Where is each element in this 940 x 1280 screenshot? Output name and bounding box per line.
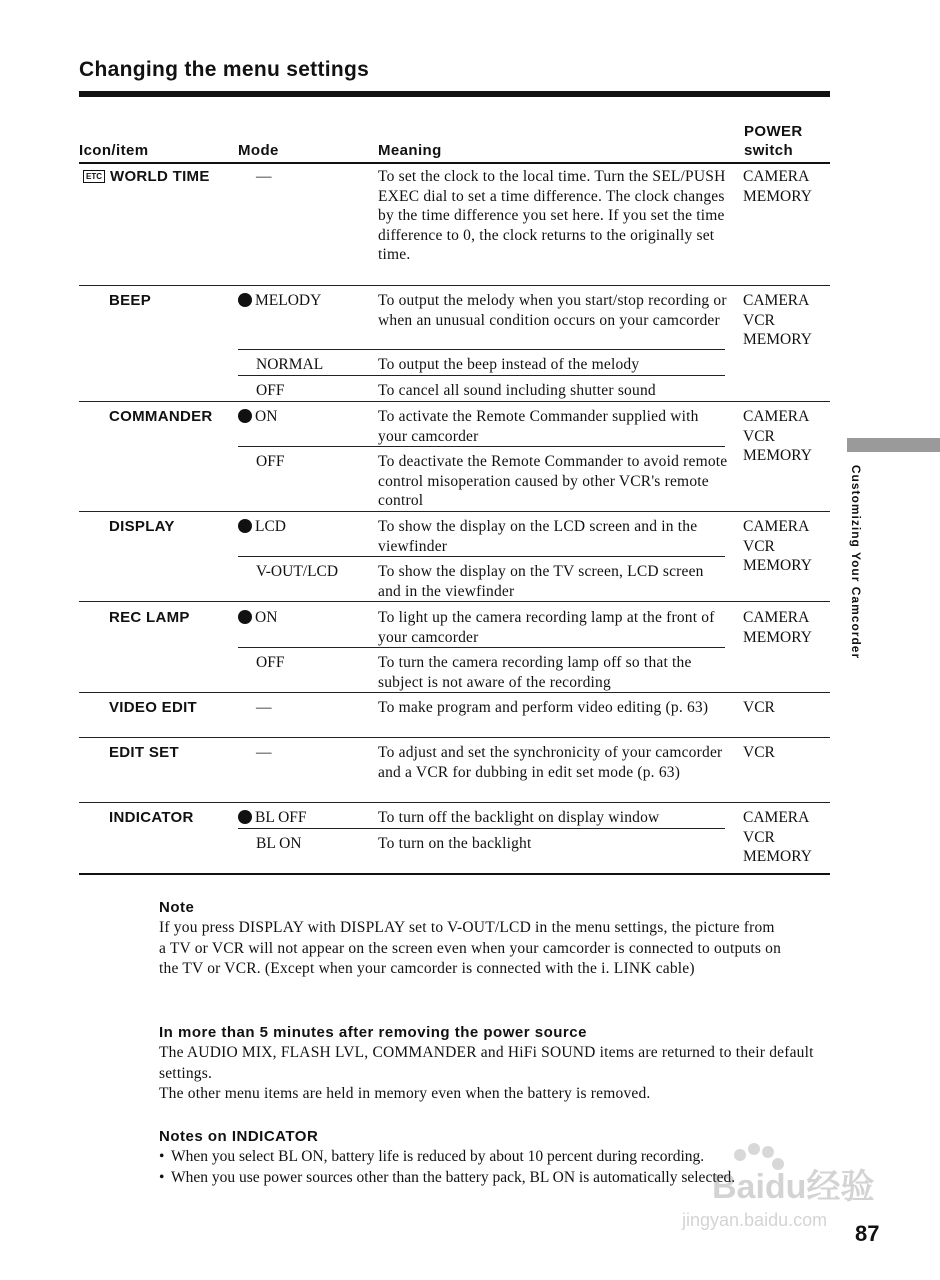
- power-switch-position: CAMERA: [743, 168, 810, 185]
- table-power-switch: [743, 517, 833, 576]
- power-switch-position: VCR: [743, 828, 775, 846]
- table-power-switch: [743, 167, 833, 206]
- power-switch-position: VCR: [743, 427, 775, 445]
- table-meaning: To make program and perform video editing (p. 63): [378, 699, 709, 716]
- table-mode-text: BL ON: [256, 835, 302, 852]
- table-item-label: BEEP: [109, 292, 152, 309]
- table-item-label: INDICATOR: [109, 809, 194, 826]
- column-header-mode: Mode: [238, 142, 279, 159]
- bullet-mark: •: [159, 1148, 165, 1165]
- table-mode: [238, 517, 286, 537]
- note-section: [159, 898, 839, 980]
- table-power-switch: [743, 808, 833, 867]
- table-meaning: To output the melody when you start/stop recording or when an unusual condition occurs on your camcorder: [378, 292, 727, 329]
- power-switch-position: MEMORY: [743, 557, 812, 574]
- table-power-switch: [743, 743, 833, 763]
- row-rule: [79, 401, 830, 402]
- table-power-switch: [743, 291, 833, 350]
- table-mode: [256, 562, 338, 582]
- table-mode: [256, 834, 302, 854]
- sub-row-rule: [238, 828, 725, 829]
- table-mode-text: OFF: [256, 382, 285, 399]
- sub-row-rule: [238, 446, 725, 447]
- sub-row-rule: [238, 349, 725, 350]
- table-power-switch: [743, 698, 833, 718]
- row-rule: [79, 511, 830, 512]
- power-switch-position: CAMERA: [743, 609, 810, 626]
- power-switch-position: MEMORY: [743, 447, 812, 464]
- table-mode: [238, 608, 277, 628]
- table-meaning: To show the display on the TV screen, LCD screen and in the viewfinder: [378, 563, 704, 600]
- row-rule: [79, 601, 830, 602]
- row-rule: [79, 802, 830, 803]
- table-item-label: EDIT SET: [109, 744, 179, 761]
- table-mode-text: —: [256, 699, 272, 716]
- table-meaning: To set the clock to the local time. Turn the SEL/PUSH EXEC dial to set a time difference. The clock changes by the time difference you set here. If you set the time difference to 0, the clock returns to the originally set time.: [378, 168, 726, 263]
- row-rule: [79, 692, 830, 693]
- power-source-heading: In more than 5 minutes after removing the power source: [159, 1024, 587, 1041]
- table-mode: [256, 452, 284, 472]
- table-mode: [256, 167, 272, 187]
- power-switch-position: CAMERA: [743, 518, 810, 535]
- table-mode: [256, 698, 272, 718]
- power-source-section: [159, 1023, 839, 1105]
- default-setting-icon: [238, 293, 252, 307]
- table-power-switch: [743, 407, 833, 466]
- power-switch-position: VCR: [743, 537, 775, 555]
- sub-row-rule: [238, 375, 725, 376]
- etc-icon: ETC: [83, 170, 105, 183]
- power-switch-position: MEMORY: [743, 187, 812, 205]
- power-switch-position: CAMERA: [743, 292, 810, 309]
- table-meaning: To deactivate the Remote Commander to avoid remote control misoperation caused by other VCR's remote control: [378, 453, 728, 509]
- table-mode-text: LCD: [255, 518, 286, 535]
- table-bottom-rule: [79, 873, 830, 875]
- row-rule: [79, 737, 830, 738]
- watermark-logo: [662, 1140, 892, 1230]
- page-title: Changing the menu settings: [79, 58, 370, 81]
- default-setting-icon: [238, 610, 252, 624]
- table-meaning: To output the beep instead of the melody: [378, 356, 640, 373]
- table-meaning: To adjust and set the synchronicity of your camcorder and a VCR for dubbing in edit set mode (p. 63): [378, 744, 723, 781]
- table-mode-text: OFF: [256, 453, 285, 470]
- note-heading: Note: [159, 899, 195, 916]
- note-paragraph: If you press DISPLAY with DISPLAY set to V-OUT/LCD in the menu settings, the picture from a TV or VCR will not appear on the screen even when your camcorder is connected to outputs on the TV or VCR. (Except when your camcorder is connected with the i. LINK cable): [159, 919, 782, 977]
- default-setting-icon: [238, 519, 252, 533]
- table-mode-text: —: [256, 168, 272, 185]
- table-item-label: REC LAMP: [109, 609, 190, 626]
- table-mode-text: BL OFF: [255, 809, 307, 826]
- power-switch-position: VCR: [743, 311, 775, 329]
- table-mode-text: NORMAL: [256, 356, 324, 373]
- default-setting-icon: [238, 810, 252, 824]
- default-setting-icon: [238, 409, 252, 423]
- side-tab-label: [849, 464, 863, 660]
- table-mode: [238, 291, 321, 311]
- table-mode: [256, 743, 272, 763]
- sub-row-rule: [238, 647, 725, 648]
- table-mode: [238, 407, 277, 427]
- power-switch-position: MEMORY: [743, 848, 812, 865]
- table-meaning: To light up the camera recording lamp at the front of your camcorder: [378, 609, 715, 646]
- table-item-label: VIDEO EDIT: [109, 699, 198, 716]
- row-rule: [79, 285, 830, 286]
- watermark-url: jingyan.baidu.com: [682, 1210, 828, 1230]
- table-mode-text: OFF: [256, 654, 285, 671]
- power-switch-position: MEMORY: [743, 628, 812, 646]
- column-header-meaning: Meaning: [378, 142, 442, 159]
- power-switch-position: VCR: [743, 699, 775, 716]
- table-meaning: To turn the camera recording lamp off so that the subject is not aware of the recording: [378, 654, 692, 691]
- page-number: 87: [855, 1221, 880, 1246]
- table-meaning: To cancel all sound including shutter sound: [378, 382, 656, 399]
- column-header-icon-item: Icon/item: [79, 142, 149, 159]
- power-switch-position: VCR: [743, 744, 775, 761]
- table-meaning: To show the display on the LCD screen and in the viewfinder: [378, 518, 698, 555]
- indicator-notes-heading: Notes on INDICATOR: [159, 1128, 319, 1145]
- indicator-bullet-text-1: When you select BL ON, battery life is reduced by about 10 percent during recording.: [171, 1148, 705, 1165]
- side-tab-text: Customizing Your Camcorder: [849, 464, 863, 660]
- table-mode-text: ON: [255, 408, 278, 425]
- power-source-paragraph-1: The AUDIO MIX, FLASH LVL, COMMANDER and HiFi SOUND items are returned to their default settings.: [159, 1044, 814, 1082]
- table-mode-text: ON: [255, 609, 278, 626]
- table-mode-text: —: [256, 744, 272, 761]
- table-item-label: WORLD TIME: [110, 168, 210, 185]
- column-header-power-line1: POWER: [744, 123, 803, 140]
- table-mode: [256, 381, 284, 401]
- sub-row-rule: [238, 556, 725, 557]
- power-switch-position: CAMERA: [743, 408, 810, 425]
- table-power-switch: [743, 608, 833, 647]
- table-meaning: To turn on the backlight: [378, 835, 532, 852]
- column-header-power-line2: switch: [744, 142, 794, 159]
- table-item-label: DISPLAY: [109, 518, 175, 535]
- power-switch-position: CAMERA: [743, 809, 810, 826]
- watermark-brand: Baidu经验: [712, 1168, 875, 1206]
- table-mode-text: MELODY: [255, 292, 322, 309]
- power-source-paragraph-2: The other menu items are held in memory even when the battery is removed.: [159, 1085, 651, 1102]
- table-meaning: To activate the Remote Commander supplied with your camcorder: [378, 408, 699, 445]
- table-mode: [238, 808, 307, 828]
- bullet-mark: •: [159, 1168, 165, 1186]
- table-item-label: COMMANDER: [109, 408, 213, 425]
- indicator-bullet-text-2: When you use power sources other than the battery pack, BL ON is automatically selected.: [171, 1168, 736, 1186]
- table-mode: [256, 653, 284, 673]
- table-mode-text: V-OUT/LCD: [256, 563, 339, 580]
- side-tab-bar: [847, 438, 940, 452]
- power-switch-position: MEMORY: [743, 331, 812, 348]
- table-mode: [256, 355, 323, 375]
- table-meaning: To turn off the backlight on display window: [378, 809, 660, 826]
